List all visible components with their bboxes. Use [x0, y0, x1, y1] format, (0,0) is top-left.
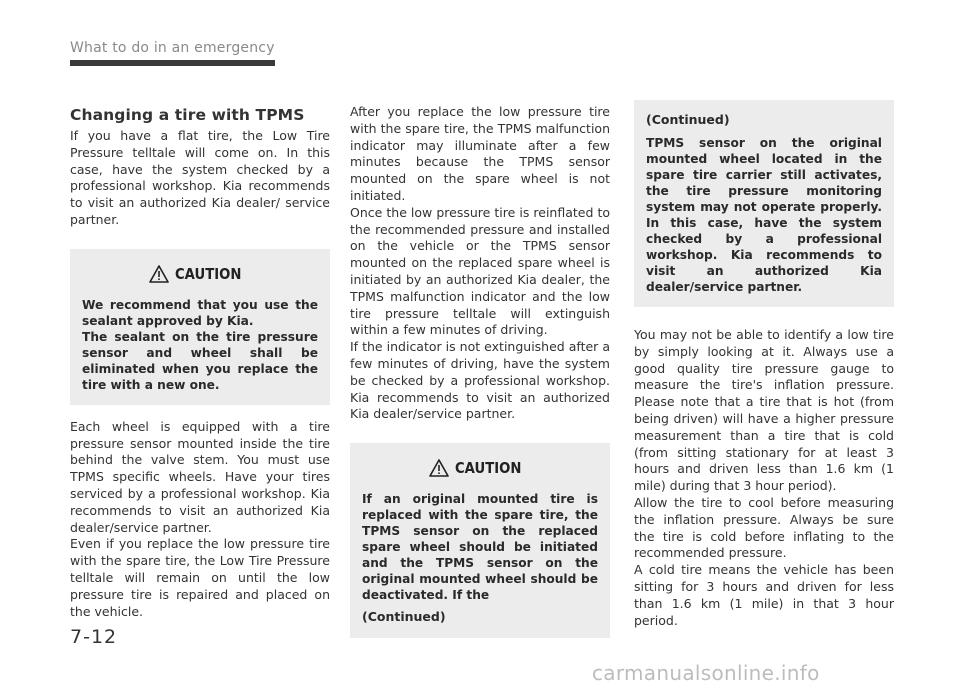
caution-continued-box: [634, 100, 894, 307]
warning-icon: [429, 459, 449, 477]
paragraph: Even if you replace the low pressure tire with the spare tire, the Low Tire Pressure telltale will remain on until the low pressure tire is repaired and placed on the vehicle.: [70, 536, 330, 619]
watermark: carmanualsonline.info: [592, 661, 820, 685]
running-header: What to do in an emergency: [70, 40, 275, 56]
paragraph: Each wheel is equipped with a tire pressure sensor mounted inside the tire behind the valve stem. You must use TPMS specific wheels. Have your tires serviced by a professional workshop. Kia recommends to visit an authorized Kia dealer/service partner.: [70, 418, 330, 535]
column-3: [634, 100, 894, 629]
page-number: 7-12: [70, 626, 118, 648]
paragraph: You may not be able to identify a low tire by simply looking at it. Always use a good quality tire pressure gauge to measure the tire's inflation pressure. Please note that a tire that is hot (from being driven) will have a higher pressure measurement than a tire that is cold (from sitting stationary for at least 3 hours and driven less than 1.6 km (1 mile) during that 3 hour period).: [634, 327, 894, 494]
header-bar: [70, 60, 275, 66]
column-2: [350, 104, 610, 638]
paragraph: Once the low pressure tire is reinflated to the recommended pressure and installed on the vehicle or the TPMS sensor mounted on the replaced spare wheel is initiated by an authorized Kia dealer, the TPMS malfunction indicator and the low tire pressure telltale will extinguish within a few minutes of driving.: [350, 204, 610, 338]
caution-box: [70, 249, 330, 405]
column-1: [70, 104, 330, 620]
caution-title: CAUTION: [175, 264, 242, 283]
caution-header: [82, 259, 318, 289]
paragraph: A cold tire means the vehicle has been sitting for 3 hours and driven for less than 1.6 km (1 mile) in that 3 hour period.: [634, 562, 894, 628]
caution-title: CAUTION: [455, 459, 522, 478]
paragraph: After you replace the low pressure tire with the spare tire, the TPMS malfunction indicator may illuminate after a few minutes because the TPMS sensor mounted on the spare wheel is not initiated.: [350, 104, 610, 203]
paragraph: If the indicator is not extinguished after a few minutes of driving, have the system be checked by a professional workshop. Kia recommends to visit an authorized Kia dealer/service partner.: [350, 339, 610, 422]
section-title: Changing a tire with TPMS: [70, 106, 305, 124]
caution-text: If an original mounted tire is replaced with the spare tire, the TPMS sensor on the replaced spare wheel should be initiated and the TPMS sensor on the original mounted wheel should be deactivated. If the: [362, 492, 598, 603]
paragraph: Allow the tire to cool before measuring the inflation pressure. Always be sure the tire is cold before inflating to the recommended pressure.: [634, 494, 894, 561]
caution-text: TPMS sensor on the original mounted wheel located in the spare tire carrier still activates, the tire pressure monitoring system may not operate properly. In this case, have the system checked by a professional workshop. Kia recommends to visit an authorized Kia dealer/service partner.: [646, 136, 882, 294]
caution-box: [350, 443, 610, 638]
warning-icon: [149, 265, 169, 283]
caution-text: The sealant on the tire pressure sensor and wheel shall be eliminated when you replace the tire with a new one.: [82, 329, 318, 392]
continued-label: (Continued): [646, 112, 730, 127]
caution-header: [362, 453, 598, 483]
continued-label: (Continued): [362, 609, 446, 625]
caution-text: We recommend that you use the sealant approved by Kia.: [82, 297, 318, 328]
intro-paragraph: If you have a flat tire, the Low Tire Pressure telltale will come on. In this case, have the system checked by a professional workshop. Kia recommends to visit an authorized Kia dealer/ service partner.: [70, 128, 330, 227]
